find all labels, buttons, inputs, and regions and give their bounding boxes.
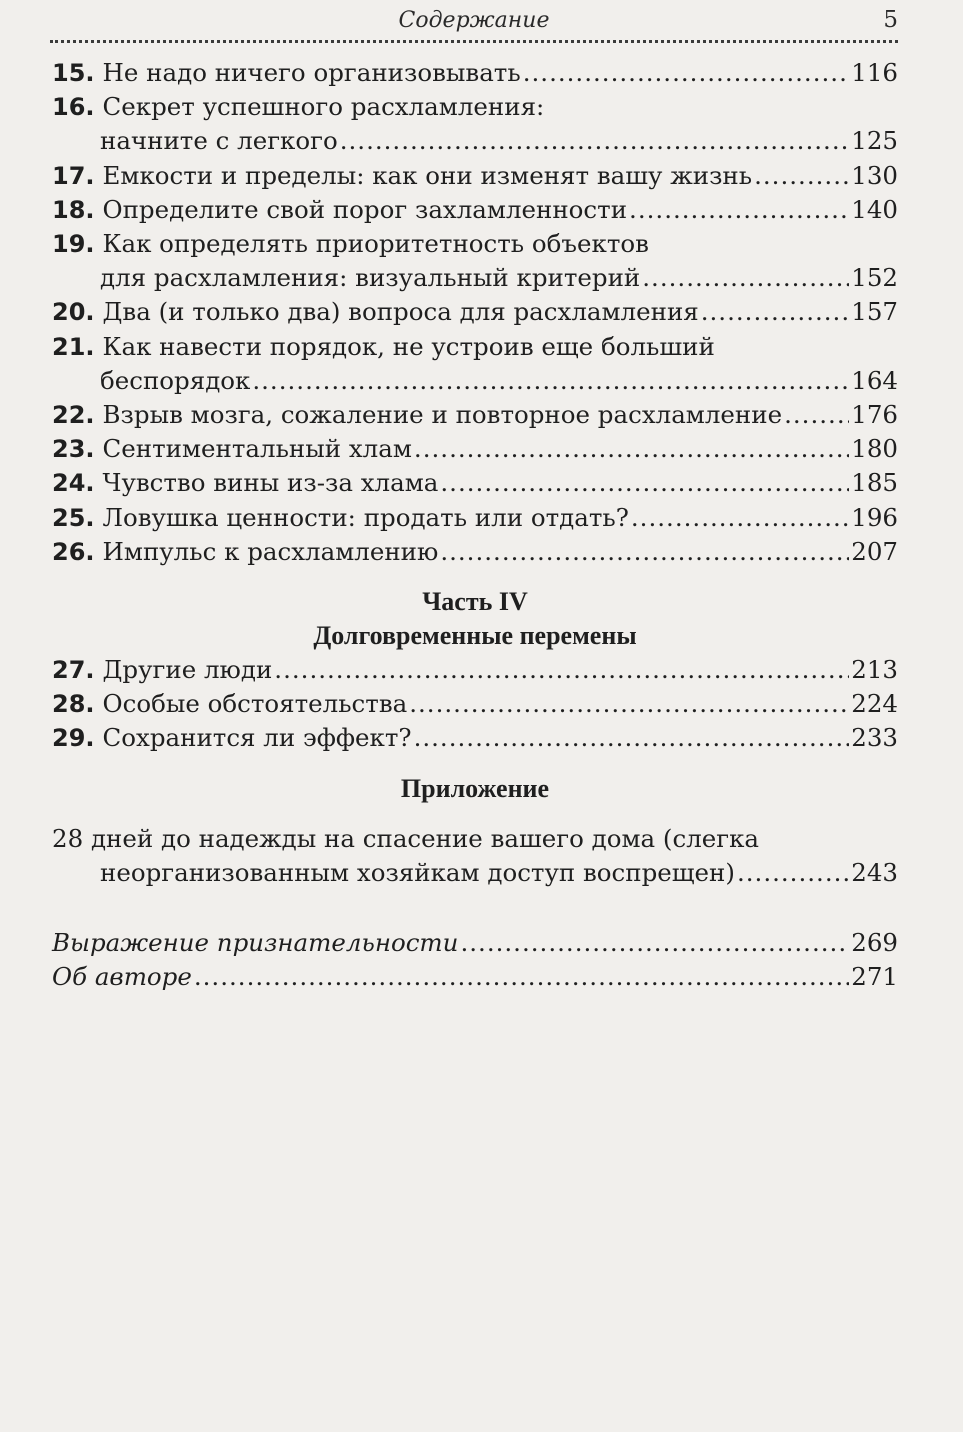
chapter-title: Сохранится ли эффект?	[102, 723, 412, 753]
toc-entry-17[interactable]	[52, 159, 898, 193]
chapter-title: Два (и только два) вопроса для расхламления	[102, 297, 699, 327]
chapter-title-cont: для расхламления: визуальный критерий	[100, 263, 641, 293]
toc-entry-18[interactable]	[52, 193, 898, 227]
about-author-page: 271	[851, 962, 898, 992]
running-title: Содержание	[398, 8, 550, 33]
chapter-title-cont: беспорядок	[100, 365, 251, 395]
chapter-page: 140	[851, 194, 898, 224]
leader-dots	[737, 856, 849, 890]
chapter-title: Чувство вины из-за хлама	[102, 468, 439, 498]
leader-dots	[414, 721, 850, 755]
chapter-page: 180	[851, 434, 898, 464]
toc-entry-25[interactable]	[52, 501, 898, 535]
chapter-number: 17.	[52, 161, 95, 190]
chapter-number: 23.	[52, 435, 95, 464]
leader-dots	[194, 960, 849, 994]
header-dotted-rule	[50, 40, 898, 43]
toc-entry-26[interactable]	[52, 535, 898, 569]
toc-entry-28[interactable]	[52, 687, 898, 721]
chapter-title: Другие люди	[102, 655, 273, 685]
chapter-number: 20.	[52, 298, 95, 327]
chapter-title: Особые обстоятельства	[102, 689, 408, 719]
toc-entry-acknowledgements[interactable]	[52, 926, 898, 960]
leader-dots	[252, 364, 849, 398]
chapter-page: 224	[851, 689, 898, 719]
leader-dots	[460, 926, 849, 960]
chapter-page: 213	[851, 655, 898, 685]
chapter-title: Как навести порядок, не устроив еще больший	[102, 331, 715, 361]
chapter-page: 185	[851, 468, 898, 498]
leader-dots	[629, 193, 849, 227]
chapter-title: Секрет успешного расхламления:	[102, 92, 545, 122]
about-author-title: Об авторе	[52, 962, 192, 992]
spacer	[52, 569, 898, 585]
chapter-number: 16.	[52, 93, 95, 122]
chapter-number: 22.	[52, 401, 95, 430]
toc-entry-appendix-cont[interactable]	[52, 856, 898, 890]
chapter-page: 164	[851, 365, 898, 395]
leader-dots	[754, 159, 849, 193]
chapter-title: Ловушка ценности: продать или отдать?	[102, 502, 629, 532]
page-number: 5	[883, 7, 898, 33]
chapter-page: 157	[851, 297, 898, 327]
chapter-number: 24.	[52, 469, 95, 498]
chapter-title: Как определять приоритетность объектов	[102, 229, 649, 259]
running-header	[50, 4, 898, 40]
toc-entry-19[interactable]	[52, 227, 898, 261]
chapter-number: 29.	[52, 724, 95, 753]
leader-dots	[701, 295, 850, 329]
chapter-title: Сентиментальный хлам	[102, 434, 412, 464]
leader-dots	[440, 535, 849, 569]
toc-entry-about-author[interactable]	[52, 960, 898, 994]
toc-entry-27[interactable]	[52, 653, 898, 687]
chapter-title: Импульс к расхламлению	[102, 536, 439, 566]
chapter-page: 207	[851, 536, 898, 566]
chapter-number: 19.	[52, 230, 95, 259]
toc-entry-24[interactable]	[52, 466, 898, 500]
toc-entry-23[interactable]	[52, 432, 898, 466]
toc-entry-appendix[interactable]	[52, 822, 898, 856]
appendix-page: 243	[851, 857, 898, 887]
chapter-title: Не надо ничего организовывать	[102, 58, 521, 87]
chapter-title-cont: начните с легкого	[100, 126, 338, 156]
leader-dots	[274, 653, 849, 687]
spacer	[52, 890, 898, 926]
toc-entry-22[interactable]	[52, 398, 898, 432]
acknowledgements-title: Выражение признательности	[52, 928, 459, 958]
appendix-heading: Приложение	[400, 773, 550, 803]
leader-dots	[523, 56, 850, 90]
chapter-number: 18.	[52, 195, 95, 224]
chapter-page: 116	[851, 58, 898, 87]
chapter-number: 21.	[52, 332, 95, 361]
chapter-number: 28.	[52, 690, 95, 719]
toc-entry-16[interactable]	[52, 90, 898, 124]
leader-dots	[414, 432, 849, 466]
chapter-title: Емкости и пределы: как они изменят вашу жизнь	[102, 160, 753, 190]
table-of-contents	[52, 56, 898, 994]
chapter-title: Взрыв мозга, сожаление и повторное расхламление	[102, 400, 783, 430]
toc-entry-15[interactable]	[52, 56, 898, 90]
toc-entry-20[interactable]	[52, 295, 898, 329]
spacer	[52, 756, 898, 772]
chapter-number: 15.	[52, 59, 95, 87]
chapter-number: 25.	[52, 503, 95, 532]
part-title: Долговременные перемены	[313, 621, 637, 651]
toc-entry-21-cont[interactable]	[52, 364, 898, 398]
toc-entry-19-cont[interactable]	[52, 261, 898, 295]
acknowledgements-page: 269	[851, 928, 898, 958]
leader-dots	[784, 398, 849, 432]
chapter-page: 196	[851, 502, 898, 532]
chapter-number: 26.	[52, 537, 95, 566]
leader-dots	[340, 124, 850, 158]
toc-entry-16-cont[interactable]	[52, 124, 898, 158]
chapter-page: 152	[851, 263, 898, 293]
chapter-page: 125	[851, 126, 898, 156]
appendix-title: 28 дней до надежды на спасение вашего дома (слегка	[52, 823, 760, 853]
leader-dots	[409, 687, 849, 721]
part-heading	[52, 585, 898, 653]
chapter-number: 27.	[52, 656, 95, 685]
chapter-page: 233	[851, 723, 898, 753]
chapter-title: Определите свой порог захламленности	[102, 194, 628, 224]
leader-dots	[642, 261, 849, 295]
chapter-page: 176	[851, 400, 898, 430]
toc-entry-29[interactable]	[52, 721, 898, 755]
spacer	[52, 806, 898, 822]
toc-entry-21[interactable]	[52, 330, 898, 364]
part-label: Часть IV	[422, 587, 528, 617]
leader-dots	[440, 466, 849, 500]
chapter-page: 130	[851, 160, 898, 190]
appendix-title-cont: неорганизованным хозяйкам доступ воспрещен)	[100, 857, 735, 887]
leader-dots	[631, 501, 849, 535]
